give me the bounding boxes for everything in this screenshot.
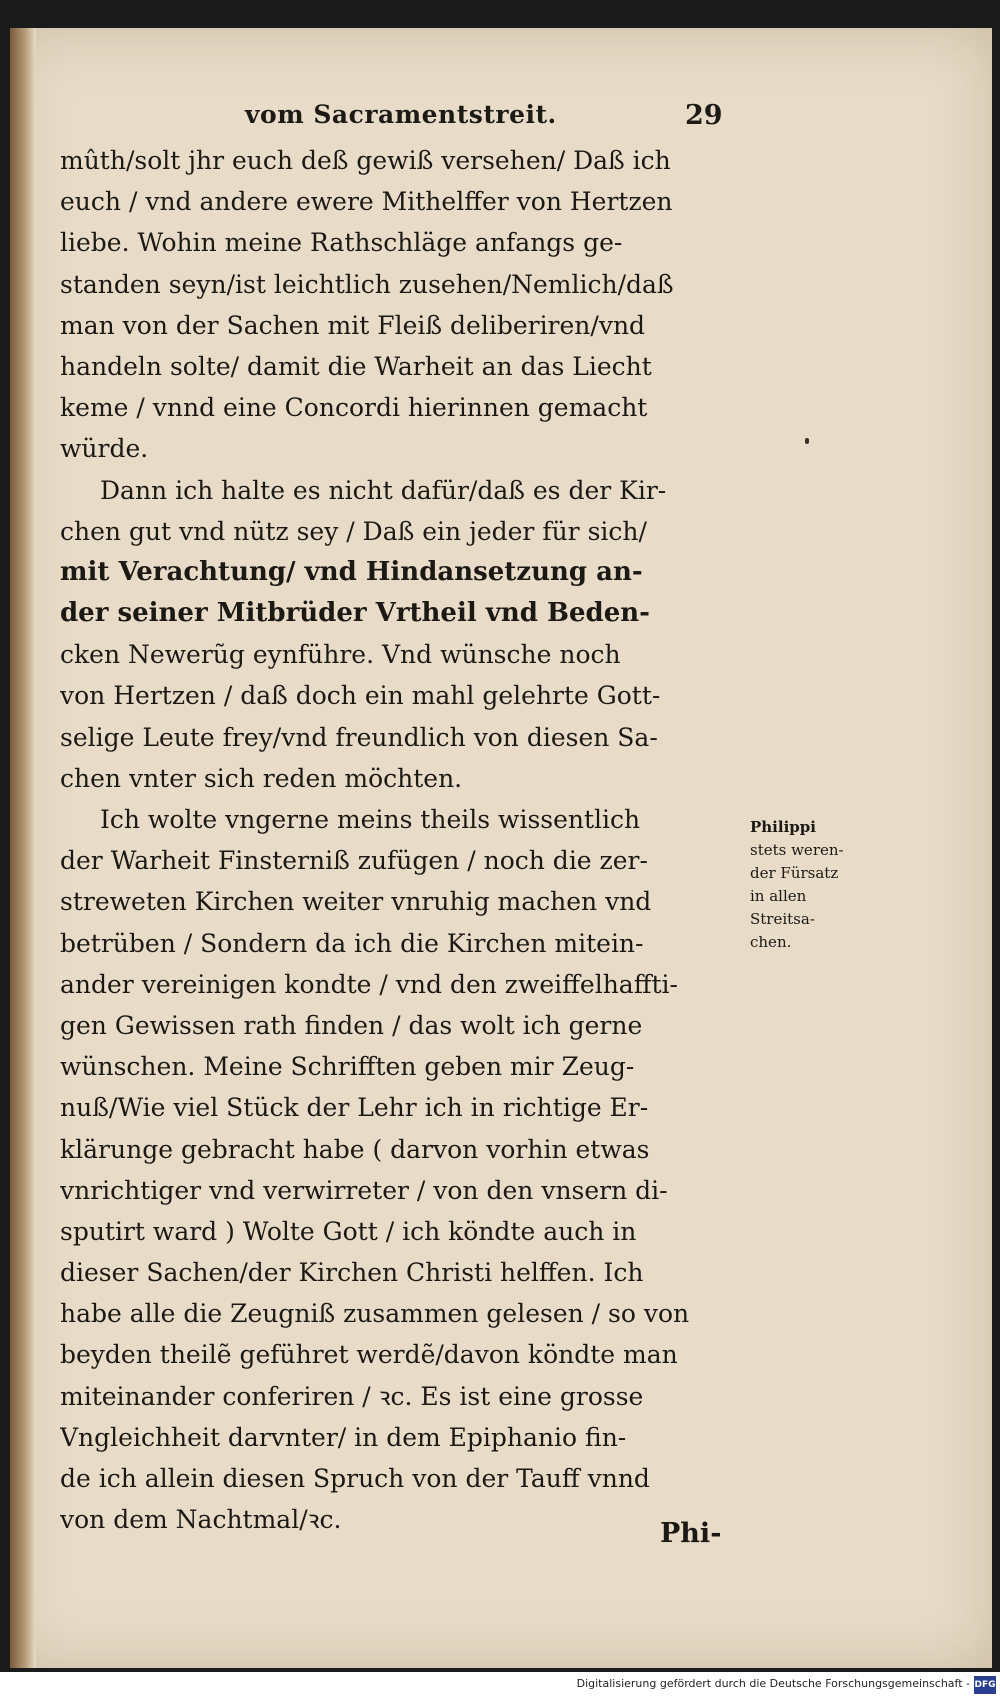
catchword: Phi-	[660, 1518, 722, 1549]
text-line: chen gut vnd nütz sey / Daß ein jeder für sich/	[60, 516, 647, 546]
text-line: ander vereinigen kondte / vnd den zweiffelhaffti-	[60, 969, 678, 999]
text-line: von dem Nachtmal/ꝛc.	[60, 1505, 342, 1535]
text-line: mit Verachtung/ vnd Hindansetzung an-	[60, 556, 643, 587]
text-line: betrüben / Sondern da ich die Kirchen mitein-	[60, 928, 644, 958]
text-line: handeln solte/ damit die Warheit an das Liecht	[60, 351, 652, 381]
running-title: vom Sacramentstreit.	[245, 100, 557, 129]
text-line: de ich allein diesen Spruch von der Tauff vnnd	[60, 1464, 650, 1493]
text-line: dieser Sachen/der Kirchen Christi helffen. Ich	[60, 1258, 644, 1288]
text-line: miteinander conferiren / ꝛc. Es ist eine grosse	[60, 1381, 644, 1411]
text-line: mûth/solt jhr euch deß gewiß versehen/ Daß ich	[60, 146, 671, 175]
text-line: klärunge gebracht habe ( darvon vorhin etwas	[60, 1134, 650, 1164]
marginal-line: Philippi	[750, 818, 816, 836]
marginal-line: Streitsa-	[750, 910, 815, 928]
text-line: der Warheit Finsterniß zufügen / noch die zer-	[60, 846, 648, 876]
marginal-note	[750, 816, 870, 954]
digitization-footer	[0, 1672, 1000, 1700]
text-line: vnrichtiger vnd verwirreter / von den vnsern di-	[60, 1175, 668, 1205]
text-line: selige Leute frey/vnd freundlich von diesen Sa-	[60, 722, 658, 752]
marginal-line: in allen	[750, 887, 807, 905]
body-text	[60, 140, 750, 1540]
text-line: streweten Kirchen weiter vnruhig machen vnd	[60, 887, 652, 917]
text-line: liebe. Wohin meine Rathschläge anfangs ge-	[60, 228, 623, 258]
text-line: chen vnter sich reden möchten.	[60, 763, 463, 793]
ink-mark	[805, 438, 809, 444]
marginal-line: stets weren-	[750, 841, 844, 859]
text-line: Dann ich halte es nicht dafür/daß es der Kir-	[100, 475, 667, 505]
text-line: keme / vnnd eine Concordi hierinnen gemacht	[60, 393, 648, 423]
page-number: 29	[685, 100, 723, 131]
marginal-line: der Fürsatz	[750, 864, 839, 882]
text-line: würde.	[60, 434, 149, 464]
text-line: man von der Sachen mit Fleiß deliberiren/vnd	[60, 310, 646, 340]
book-page	[10, 28, 992, 1668]
text-line: Vngleichheit darvnter/ in dem Epiphanio fin-	[60, 1422, 627, 1452]
text-line: nuß/Wie viel Stück der Lehr ich in richtige Er-	[60, 1093, 649, 1123]
text-line: standen seyn/ist leichtlich zusehen/Nemlich/daß	[60, 269, 674, 299]
text-line: euch / vnd andere ewere Mithelffer von Hertzen	[60, 187, 673, 217]
text-line: habe alle die Zeugniß zusammen gelesen / so von	[60, 1299, 690, 1329]
running-head	[10, 100, 992, 140]
text-line: Ich wolte vngerne meins theils wissentlich	[100, 805, 641, 834]
text-line: der seiner Mitbrüder Vrtheil vnd Beden-	[60, 598, 650, 629]
text-line: von Hertzen / daß doch ein mahl gelehrte Gott-	[60, 681, 661, 711]
text-line: sputirt ward ) Wolte Gott / ich köndte auch in	[60, 1216, 637, 1246]
page-gutter-edge	[10, 28, 36, 1668]
text-line: wünschen. Meine Schrifften geben mir Zeug-	[60, 1052, 635, 1082]
text-line: cken Newerũg eynführe. Vnd wünsche noch	[60, 640, 621, 670]
dfg-logo: DFG	[974, 1676, 996, 1694]
digitization-credit: Digitalisierung gefördert durch die Deutsche Forschungsgemeinschaft -	[576, 1677, 970, 1690]
text-line: gen Gewissen rath finden / das wolt ich gerne	[60, 1010, 643, 1040]
text-line: beyden theilẽ geführet werdẽ/davon köndte man	[60, 1340, 678, 1370]
marginal-line: chen.	[750, 933, 792, 951]
